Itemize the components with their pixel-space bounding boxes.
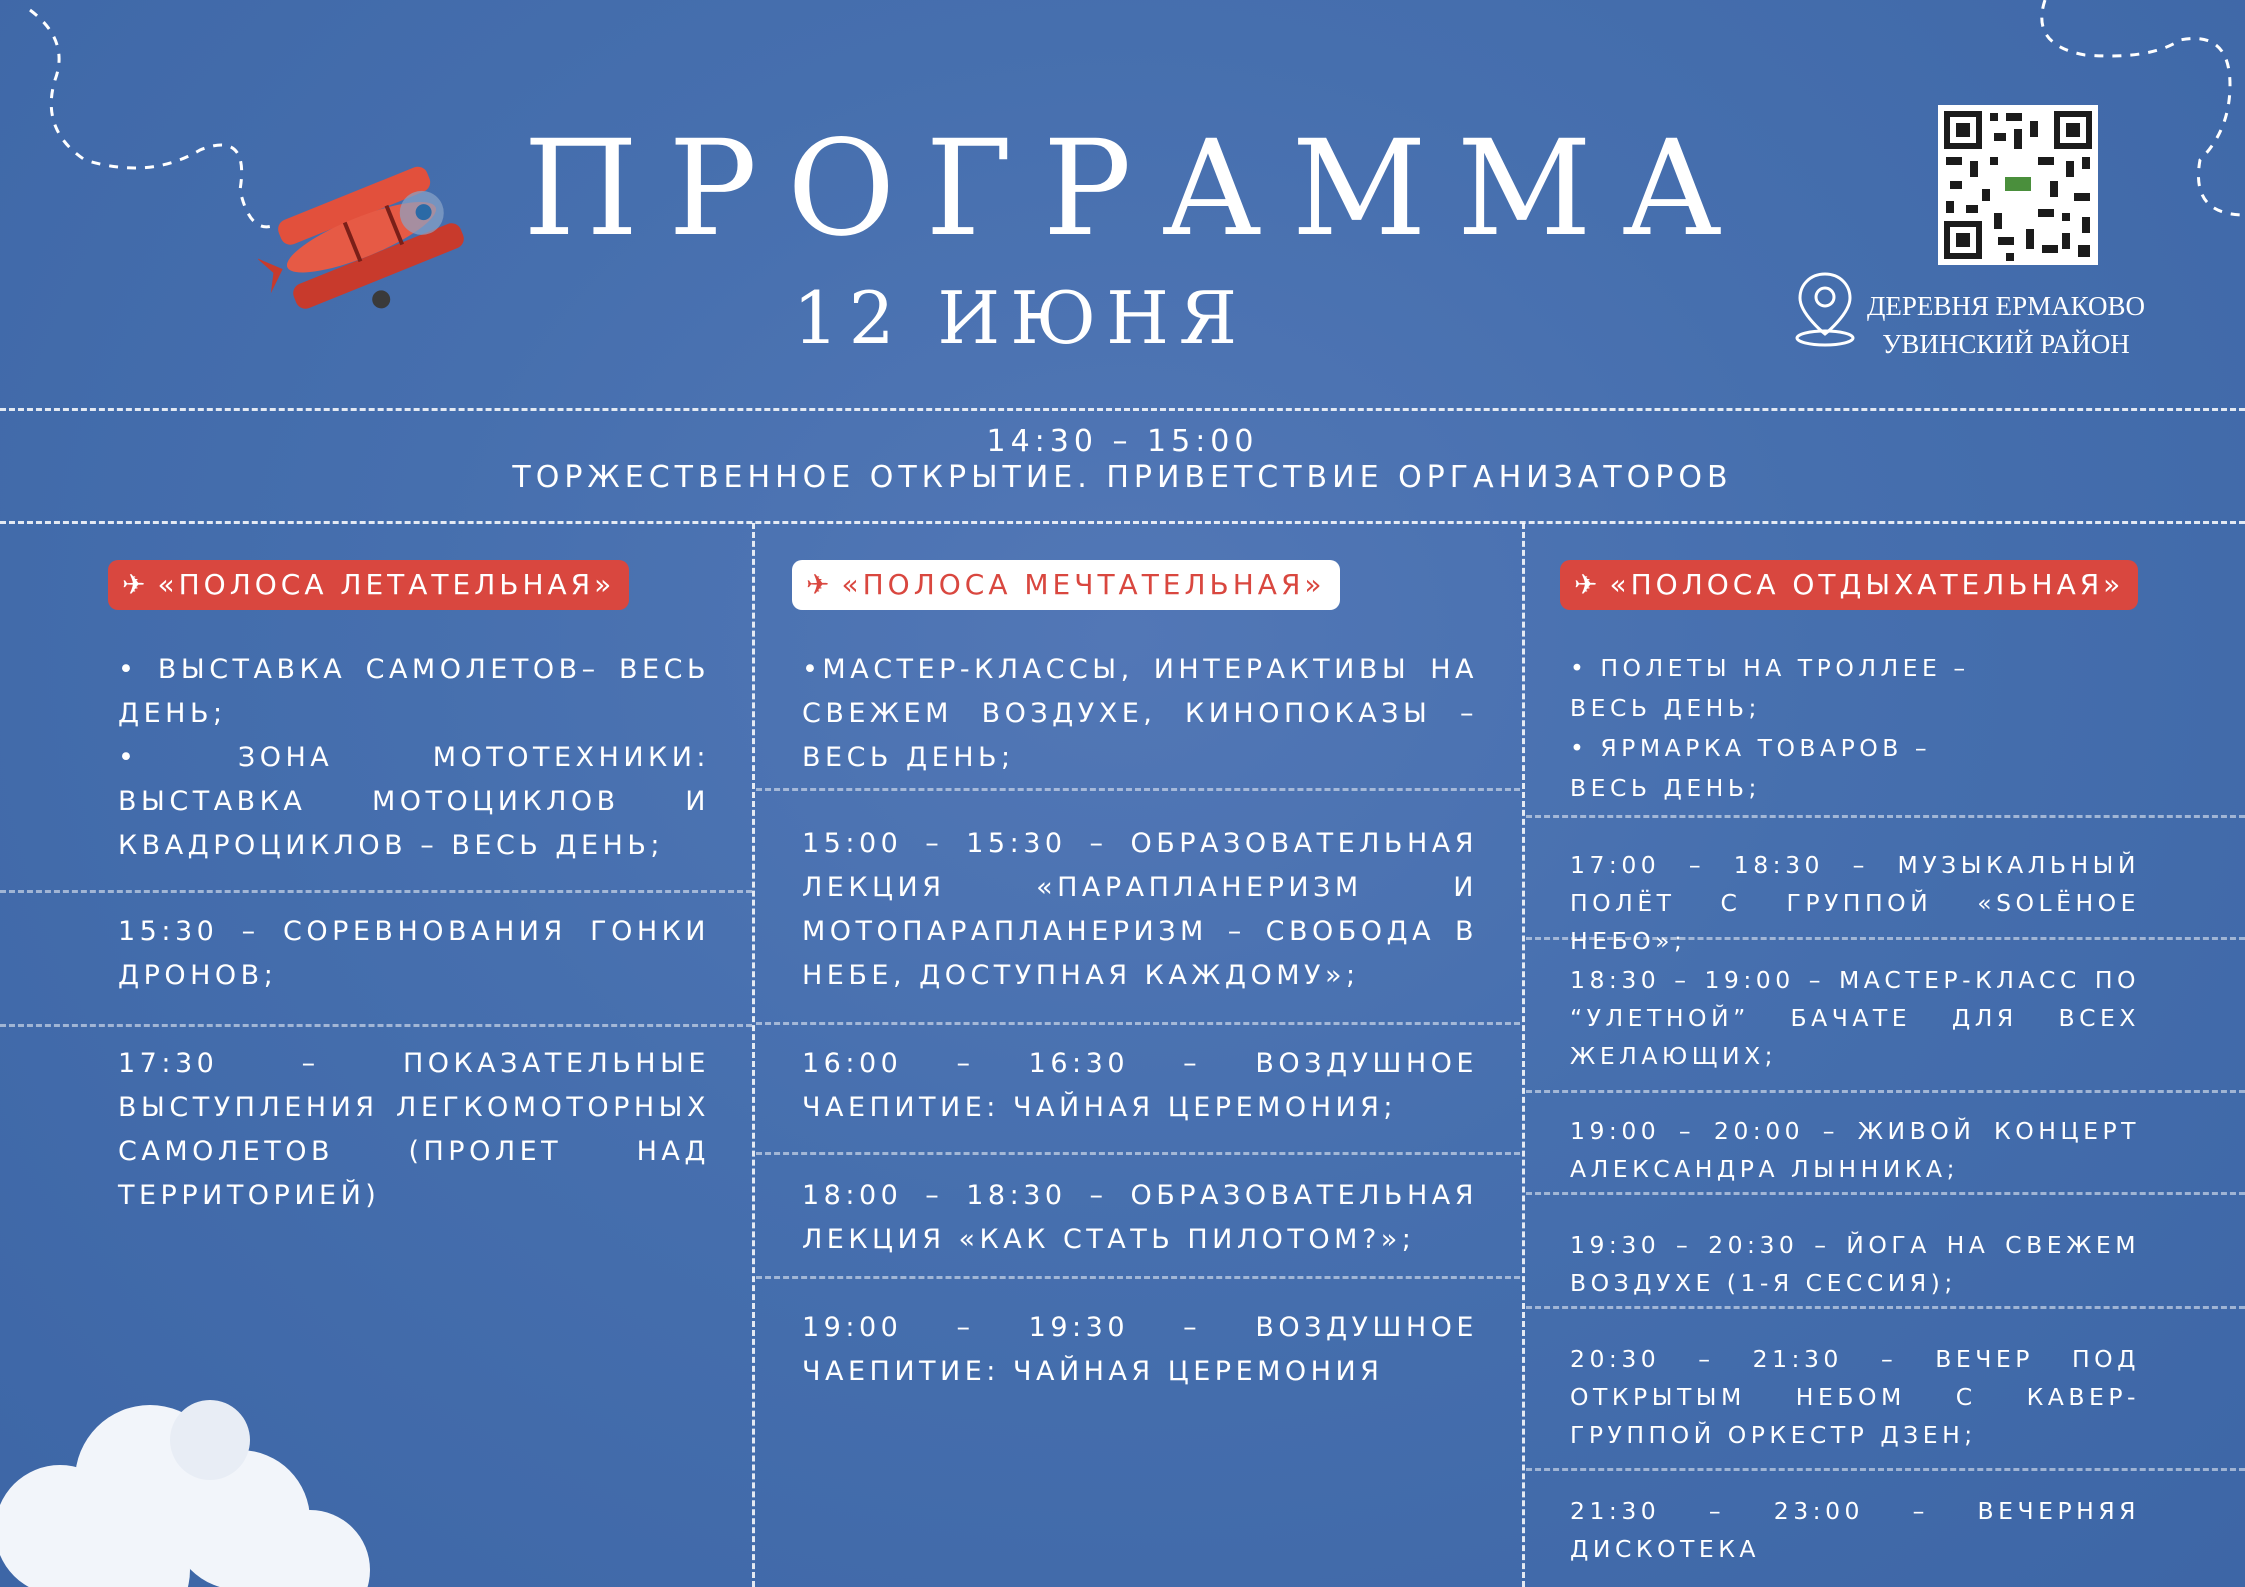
track-2-badge: ✈ «ПОЛОСА МЕЧТАТЕЛЬНАЯ» bbox=[792, 560, 1340, 610]
track-3-separator bbox=[1526, 937, 2245, 940]
track-2-separator bbox=[756, 1276, 1520, 1279]
track-3-item: 18:30 – 19:00 – МАСТЕР-КЛАСС ПО “УЛЕТНОЙ” БАЧАТЕ ДЛЯ ВСЕХ ЖЕЛАЮЩИХ; bbox=[1570, 966, 2140, 1070]
track-2-item: 15:00 – 15:30 – ОБРАЗОВАТЕЛЬНАЯ ЛЕКЦИЯ «ПАРАПЛАНЕРИЗМ И МОТОПАРАПЛАНЕРИЗМ – СВОБОДА В НЕБЕ, ДОСТУПНАЯ КАЖДОМУ»; bbox=[802, 828, 1478, 991]
track-3-separator bbox=[1526, 1306, 2245, 1309]
track-2-separator bbox=[756, 1152, 1520, 1155]
cloud-illustration bbox=[0, 1370, 380, 1587]
column-divider-1 bbox=[752, 523, 755, 1587]
track-3-item: 20:30 – 21:30 – ВЕЧЕР ПОД ОТКРЫТЫМ НЕБОМ С КАВЕР-ГРУППОЙ ОРКЕСТР ДЗЕН; bbox=[1570, 1345, 2140, 1449]
track-1-separator bbox=[0, 1024, 752, 1027]
track-3-item: • ПОЛЕТЫ НА ТРОЛЛЕЕ – ВЕСЬ ДЕНЬ; • ЯРМАРКА ТОВАРОВ – ВЕСЬ ДЕНЬ; bbox=[1570, 654, 1970, 802]
track-1-badge: ✈ «ПОЛОСА ЛЕТАТЕЛЬНАЯ» bbox=[108, 560, 629, 610]
track-3-item: 19:00 – 20:00 – ЖИВОЙ КОНЦЕРТ АЛЕКСАНДРА ЛЫННИКА; bbox=[1570, 1117, 2140, 1183]
track-3-separator bbox=[1526, 1090, 2245, 1093]
track-1-separator bbox=[0, 890, 752, 893]
event-date: 12 ИЮНЯ bbox=[792, 276, 1248, 360]
track-3-item: 19:30 – 20:30 – ЙОГА НА СВЕЖЕМ ВОЗДУХЕ (1-Я СЕССИЯ); bbox=[1570, 1231, 2140, 1297]
location-text bbox=[1856, 287, 2156, 363]
qr-code bbox=[1938, 105, 2098, 265]
location-pin-icon bbox=[1790, 268, 1860, 350]
track-2 bbox=[792, 560, 1340, 610]
location-village: ДЕРЕВНЯ ЕРМАКОВО bbox=[1866, 291, 2146, 321]
track-3-badge: ✈ «ПОЛОСА ОТДЫХАТЕЛЬНАЯ» bbox=[1560, 560, 2138, 610]
track-1-item: 15:30 – СОРЕВНОВАНИЯ ГОНКИ ДРОНОВ; bbox=[118, 916, 710, 991]
airplane-emoji-icon: ✈ bbox=[122, 568, 150, 601]
track-2-item: 16:00 – 16:30 – ВОЗДУШНОЕ ЧАЕПИТИЕ: ЧАЙНАЯ ЦЕРЕМОНИЯ; bbox=[802, 1048, 1478, 1123]
track-2-item: •МАСТЕР-КЛАССЫ, ИНТЕРАКТИВЫ НА СВЕЖЕМ ВОЗДУХЕ, КИНОПОКАЗЫ – ВЕСЬ ДЕНЬ; bbox=[802, 654, 1478, 773]
track-2-separator bbox=[756, 788, 1520, 791]
divider-top bbox=[0, 408, 2245, 411]
column-divider-2 bbox=[1522, 523, 1525, 1587]
track-2-item: 18:00 – 18:30 – ОБРАЗОВАТЕЛЬНАЯ ЛЕКЦИЯ «КАК СТАТЬ ПИЛОТОМ?»; bbox=[802, 1180, 1478, 1255]
opening-time: 14:30 – 15:00 bbox=[986, 424, 1259, 459]
track-3-separator bbox=[1526, 1192, 2245, 1195]
track-3-item: 21:30 – 23:00 – ВЕЧЕРНЯЯ ДИСКОТЕКА bbox=[1570, 1497, 2140, 1563]
track-3-item: 17:00 – 18:30 – МУЗЫКАЛЬНЫЙ ПОЛЁТ С ГРУППОЙ «SOLЁНОЕ НЕБО»; bbox=[1570, 851, 2140, 955]
opening-block bbox=[0, 424, 2245, 496]
track-2-separator bbox=[756, 1022, 1520, 1025]
track-1-item: 17:30 – ПОКАЗАТЕЛЬНЫЕ ВЫСТУПЛЕНИЯ ЛЕГКОМОТОРНЫХ САМОЛЕТОВ (ПРОЛЕТ НАД ТЕРРИТОРИЕЙ) bbox=[118, 1048, 710, 1211]
track-3-separator bbox=[1526, 815, 2245, 818]
airplane-emoji-icon: ✈ bbox=[806, 568, 834, 601]
track-2-item: 19:00 – 19:30 – ВОЗДУШНОЕ ЧАЕПИТИЕ: ЧАЙНАЯ ЦЕРЕМОНИЯ bbox=[802, 1312, 1478, 1387]
track-3-separator bbox=[1526, 1468, 2245, 1471]
track-1 bbox=[108, 560, 629, 610]
opening-title: ТОРЖЕСТВЕННОЕ ОТКРЫТИЕ. ПРИВЕТСТВИЕ ОРГАНИЗАТОРОВ bbox=[512, 460, 1733, 495]
divider-opening bbox=[0, 521, 2245, 524]
location-district: УВИНСКИЙ РАЙОН bbox=[1882, 329, 2130, 359]
track-1-item: • ВЫСТАВКА САМОЛЕТОВ– ВЕСЬ ДЕНЬ; • ЗОНА МОТОТЕХНИКИ: ВЫСТАВКА МОТОЦИКЛОВ И КВАДРОЦИКЛОВ – ВЕСЬ ДЕНЬ; bbox=[118, 654, 710, 861]
page-title: ПРОГРАММА bbox=[523, 112, 1752, 266]
airplane-emoji-icon: ✈ bbox=[1574, 568, 1602, 601]
track-3 bbox=[1560, 560, 2138, 610]
